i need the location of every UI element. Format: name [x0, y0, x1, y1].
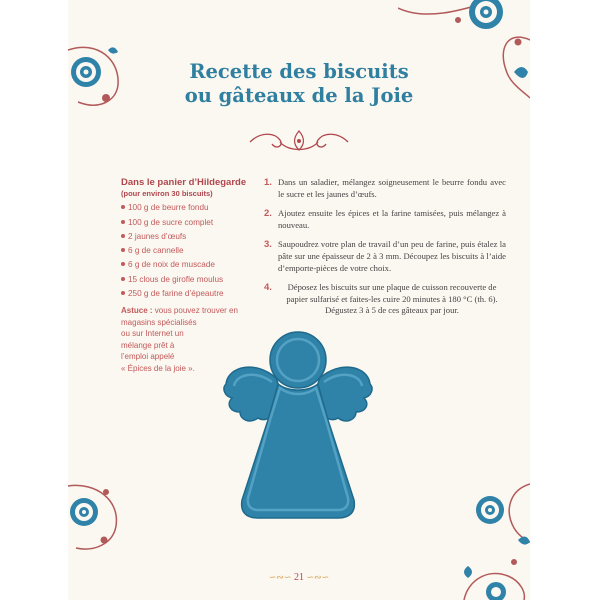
- ingredients-heading: Dans le panier d’Hildegarde: [121, 177, 247, 188]
- recipe-page: [68, 0, 530, 600]
- ingredient-text: 6 g de cannelle: [128, 246, 184, 256]
- step-text: Ajoutez ensuite les épices et la farine tamisées, puis mélangez à nouveau.: [278, 208, 506, 230]
- ingredients-subheading: (pour environ 30 biscuits): [121, 189, 213, 198]
- bullet-icon: [121, 220, 125, 224]
- title-flourish-icon: [246, 128, 352, 154]
- page-ornament-right-icon: ∽∾∽: [306, 572, 330, 582]
- page-number: [68, 572, 530, 583]
- ingredient-item: [121, 246, 251, 256]
- step-text: Saupoudrez votre plan de travail d’un peu de farine, puis étalez la pâte sur une épaisseur de 2 à 3 mm. Découpez les biscuits à l’aide d’emporte-pièces de votre choix.: [278, 239, 506, 273]
- step-item: [264, 177, 506, 200]
- bullet-icon: [121, 291, 125, 295]
- bullet-icon: [121, 248, 125, 252]
- ingredient-list: [121, 203, 251, 299]
- page-ornament-left-icon: ∽∾∽: [268, 572, 292, 582]
- ingredient-item: [121, 203, 251, 213]
- ingredient-item: [121, 260, 251, 270]
- ingredient-item: [121, 289, 251, 299]
- ingredient-item: [121, 275, 251, 285]
- angel-cookie-cutter-icon: [218, 330, 378, 530]
- tip-line: « Épices de la joie ».: [121, 363, 195, 373]
- ingredient-item: [121, 232, 251, 242]
- step-item: [264, 208, 506, 231]
- ingredient-text: 250 g de farine d’épeautre: [128, 289, 224, 299]
- tip-line: l’emploi appelé: [121, 352, 175, 362]
- page-number-value: 21: [294, 572, 304, 583]
- recipe-steps: [264, 177, 506, 325]
- ingredient-text: 100 g de beurre fondu: [128, 203, 209, 213]
- ingredient-text: 6 g de noix de muscade: [128, 260, 215, 270]
- tip-line: magasins spécialisés: [121, 317, 197, 327]
- step-text: Dans un saladier, mélangez soigneusement le beurre fondu avec le sucre et les jaunes d’œufs.: [278, 177, 506, 199]
- ingredient-item: [121, 218, 251, 228]
- bullet-icon: [121, 234, 125, 238]
- bullet-icon: [121, 277, 125, 281]
- bullet-icon: [121, 205, 125, 209]
- recipe-title: [68, 60, 530, 108]
- step-item: [264, 282, 506, 317]
- ingredient-text: 15 clous de girofle moulus: [128, 274, 224, 284]
- step-item: [264, 239, 506, 274]
- title-line-2: ou gâteaux de la Joie: [184, 84, 414, 107]
- ingredient-text: 2 jaunes d’œufs: [128, 231, 187, 241]
- ingredient-text: 100 g de sucre complet: [128, 217, 214, 227]
- step-number: 2.: [264, 208, 272, 220]
- title-line-1: Recette des biscuits: [189, 60, 409, 83]
- step-number: 1.: [264, 177, 272, 188]
- floral-ornament-bottom-left-icon: [68, 478, 128, 558]
- step-text: Déposez les biscuits sur une plaque de cuisson recouverte de papier sulfarisé et faites-les cuire 20 minutes à 180 °C (th. 6). Dégustez 3 à 5 de ces gâteaux par jour.: [286, 282, 498, 316]
- tip-line: mélange prêt à: [121, 340, 175, 350]
- tip-line: vous pouvez trouver en: [154, 306, 238, 316]
- step-number: 4.: [264, 282, 272, 294]
- tip-label: Astuce :: [121, 306, 153, 316]
- bullet-icon: [121, 262, 125, 266]
- tip-line: ou sur Internet un: [121, 329, 184, 339]
- step-number: 3.: [264, 239, 272, 251]
